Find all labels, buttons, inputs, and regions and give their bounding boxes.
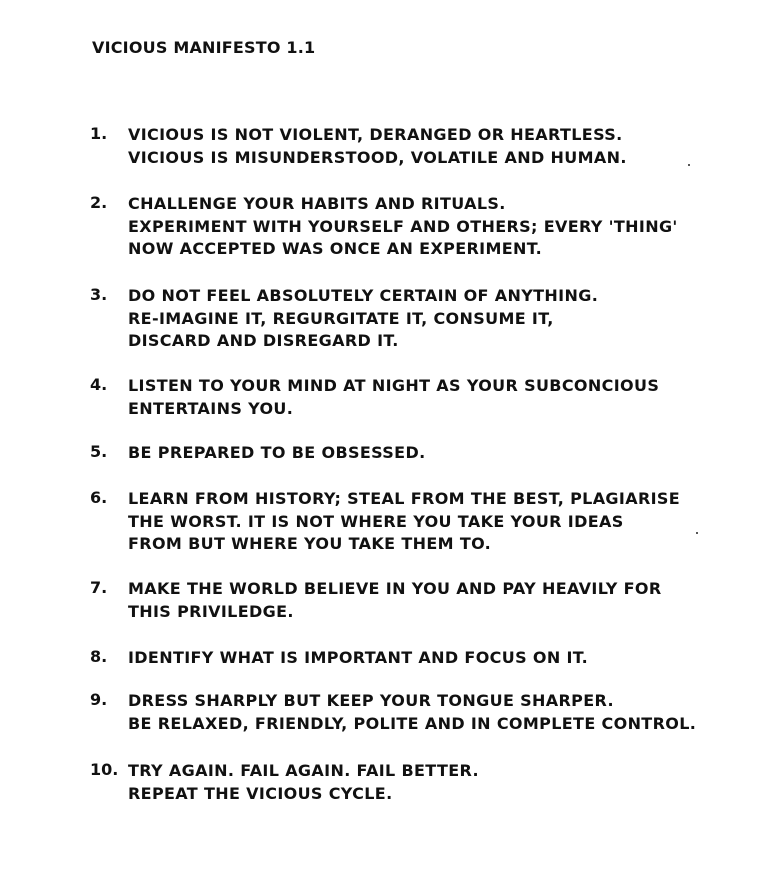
item-line: DO NOT FEEL ABSOLUTELY CERTAIN OF ANYTHING. — [128, 286, 599, 305]
item-number: 1. — [90, 124, 108, 143]
item-line: THE WORST. IT IS NOT WHERE YOU TAKE YOUR IDEAS — [128, 511, 624, 531]
item-line: RE-IMAGINE IT, REGURGITATE IT, CONSUME IT, — [128, 308, 554, 328]
item-line: LISTEN TO YOUR MIND AT NIGHT AS YOUR SUBCONCIOUS — [128, 376, 660, 395]
ink-speck — [688, 164, 690, 166]
item-line: FROM BUT WHERE YOU TAKE THEM TO. — [128, 534, 492, 553]
item-line: ENTERTAINS YOU. — [128, 398, 294, 418]
item-line: DISCARD AND DISREGARD IT. — [128, 331, 399, 350]
item-number: 5. — [90, 442, 108, 461]
item-number: 7. — [90, 578, 108, 597]
item-line: IDENTIFY WHAT IS IMPORTANT AND FOCUS ON IT. — [128, 648, 589, 667]
item-line: NOW ACCEPTED WAS ONCE AN EXPERIMENT. — [128, 239, 543, 258]
item-line: EXPERIMENT WITH YOURSELF AND OTHERS; EVERY 'THING' — [128, 216, 678, 236]
item-number: 3. — [90, 285, 108, 304]
item-number: 8. — [90, 647, 108, 666]
item-number: 9. — [90, 690, 108, 709]
item-line: MAKE THE WORLD BELIEVE IN YOU AND PAY HEAVILY FOR — [128, 579, 662, 598]
item-line: BE RELAXED, FRIENDLY, POLITE AND IN COMPLETE CONTROL. — [128, 713, 697, 733]
item-line: CHALLENGE YOUR HABITS AND RITUALS. — [128, 194, 506, 213]
item-line: REPEAT THE VICIOUS CYCLE. — [128, 783, 393, 803]
item-line: LEARN FROM HISTORY; STEAL FROM THE BEST, PLAGIARISE — [128, 489, 681, 508]
item-line: BE PREPARED TO BE OBSESSED. — [128, 443, 426, 462]
item-line: THIS PRIVILEDGE. — [128, 601, 294, 621]
item-line: VICIOUS IS NOT VIOLENT, DERANGED OR HEARTLESS. — [128, 125, 623, 144]
item-line: DRESS SHARPLY BUT KEEP YOUR TONGUE SHARPER. — [128, 691, 614, 710]
item-line: TRY AGAIN. FAIL AGAIN. FAIL BETTER. — [128, 761, 479, 780]
ink-speck — [696, 532, 698, 534]
document-title: VICIOUS MANIFESTO 1.1 — [92, 38, 316, 57]
item-number: 6. — [90, 488, 108, 507]
item-number: 2. — [90, 193, 108, 212]
item-number: 10. — [90, 760, 119, 779]
item-line: VICIOUS IS MISUNDERSTOOD, VOLATILE AND HUMAN. — [128, 147, 627, 167]
item-number: 4. — [90, 375, 108, 394]
